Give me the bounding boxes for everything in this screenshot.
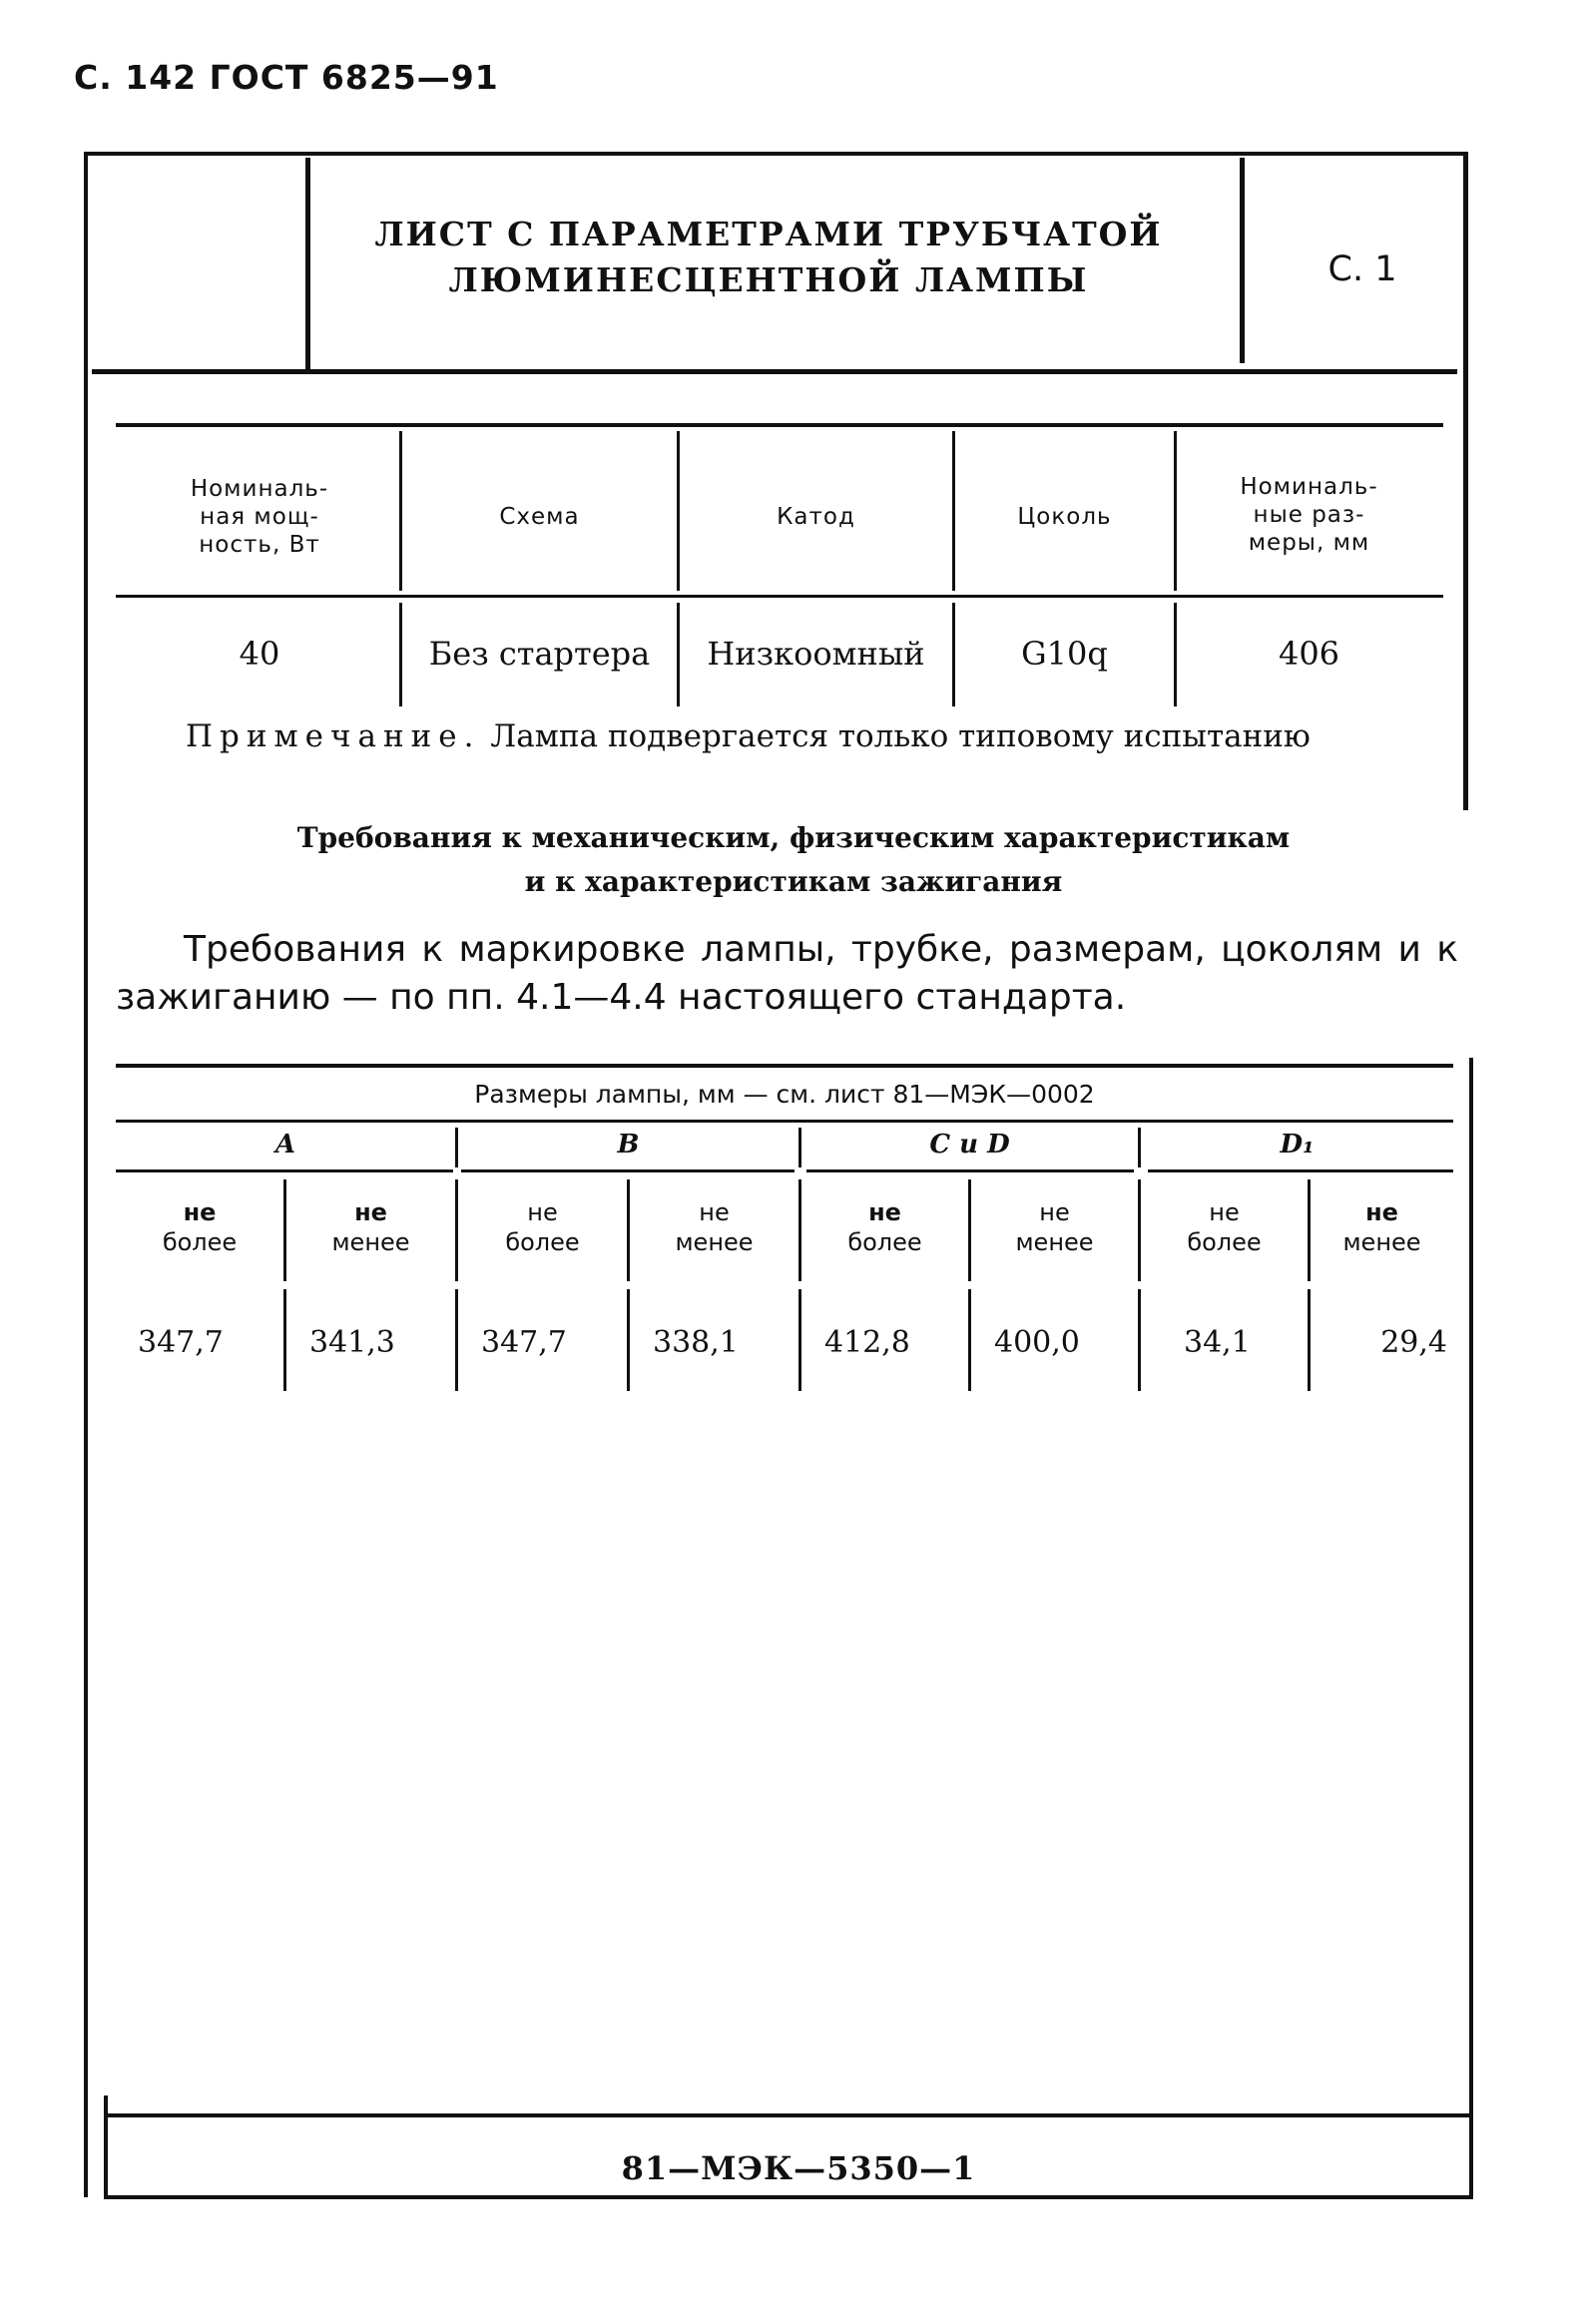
dims-caption: Размеры лампы, мм — см. лист 81—МЭК—0002	[474, 1080, 1095, 1109]
frame-right-lower	[1469, 1058, 1473, 2195]
dims-sub-header-2: не менее	[331, 1198, 410, 1256]
params-header-scheme: Схема	[499, 504, 580, 530]
dims-value-a-min: 341,3	[309, 1325, 395, 1360]
dims-group-rule-d1	[1148, 1169, 1453, 1172]
requirements-heading-line1: Требования к механическим, физическим характеристикам	[296, 821, 1291, 854]
dims-sub-header-6: не менее	[1015, 1198, 1094, 1256]
frame-top	[84, 152, 1468, 156]
dims-value-sep-6	[1138, 1289, 1141, 1391]
dims-value-a-max: 347,7	[138, 1325, 224, 1360]
dims-sub-header-1: не более	[162, 1198, 238, 1256]
requirements-heading	[220, 816, 1367, 904]
dims-value-d1-min: 29,4	[1380, 1325, 1447, 1360]
dims-value-sep-3	[627, 1289, 630, 1391]
dims-group-b: B	[617, 1130, 640, 1160]
sheet-page-number: С. 1	[1327, 249, 1397, 289]
dims-group-rule-b	[461, 1169, 794, 1172]
note-text: Лампа подвергается только типовому испытанию	[490, 718, 1311, 754]
dims-group-a: A	[274, 1130, 296, 1160]
footer-top-rule	[104, 2113, 1471, 2117]
params-header-cathode: Катод	[777, 504, 855, 530]
title-divider-right	[1240, 158, 1245, 363]
requirements-heading-line2: и к характеристикам зажигания	[524, 865, 1063, 898]
frame-left	[84, 152, 88, 2197]
dims-group-rule-c-d	[806, 1169, 1134, 1172]
dims-sub-header-4: не менее	[675, 1198, 754, 1256]
dims-sub-header-8: не менее	[1342, 1198, 1421, 1256]
running-head: С. 142 ГОСТ 6825—91	[74, 58, 499, 97]
params-header-power: Номиналь- ная мощ- ность, Вт	[190, 476, 329, 558]
dims-sub-header-3: не более	[505, 1198, 580, 1256]
dims-value-cd-max: 412,8	[824, 1325, 910, 1360]
params-header-cap: Цоколь	[1017, 504, 1112, 530]
dims-value-sep-4	[798, 1289, 801, 1391]
footer-left-edge	[104, 2095, 108, 2195]
dims-caption-rule	[116, 1120, 1453, 1123]
params-value-dimensions: 406	[1278, 635, 1340, 673]
dims-value-sep-1	[283, 1289, 286, 1391]
dims-value-cd-min: 400,0	[994, 1325, 1080, 1360]
params-value-scheme: Без стартера	[428, 635, 651, 673]
sheet-title-line2: ЛЮМИНЕСЦЕНТНОЙ ЛАМПЫ	[448, 260, 1089, 299]
params-header-dimensions: Номиналь- ные раз- меры, мм	[1240, 474, 1378, 556]
params-table-top-rule	[116, 423, 1443, 427]
note-label: Примечание.	[186, 718, 481, 754]
dims-value-b-max: 347,7	[481, 1325, 567, 1360]
dims-value-b-min: 338,1	[653, 1325, 739, 1360]
sheet-title-line1: ЛИСТ С ПАРАМЕТРАМИ ТРУБЧАТОЙ	[374, 215, 1163, 253]
dims-sub-header-5: не более	[847, 1198, 922, 1256]
dims-group-d1: D₁	[1280, 1130, 1315, 1160]
dims-table-top-rule	[116, 1064, 1453, 1068]
sheet-title	[309, 212, 1228, 303]
dims-value-d1-max: 34,1	[1184, 1325, 1251, 1360]
params-value-cap: G10q	[1021, 635, 1108, 673]
params-table-header-rule	[116, 595, 1443, 598]
dims-value-sep-7	[1308, 1289, 1311, 1391]
note	[186, 718, 1311, 754]
params-value-cathode: Низкоомный	[707, 635, 925, 673]
dims-value-sep-2	[455, 1289, 458, 1391]
dims-sub-header-7: не более	[1187, 1198, 1262, 1256]
sheet-code: 81—МЭК—5350—1	[621, 2149, 976, 2187]
footer-bottom-rule	[104, 2195, 1473, 2199]
dims-group-rule-a	[116, 1169, 453, 1172]
dims-group-c-d: C и D	[929, 1130, 1010, 1160]
title-bottom-rule	[92, 369, 1457, 374]
dims-value-sep-5	[968, 1289, 971, 1391]
params-value-power: 40	[239, 635, 280, 673]
requirements-text: Требования к маркировке лампы, трубке, размерам, цоколям и к зажиганию — по пп. 4.1—4.4 настоящего стандарта.	[116, 929, 1458, 1018]
